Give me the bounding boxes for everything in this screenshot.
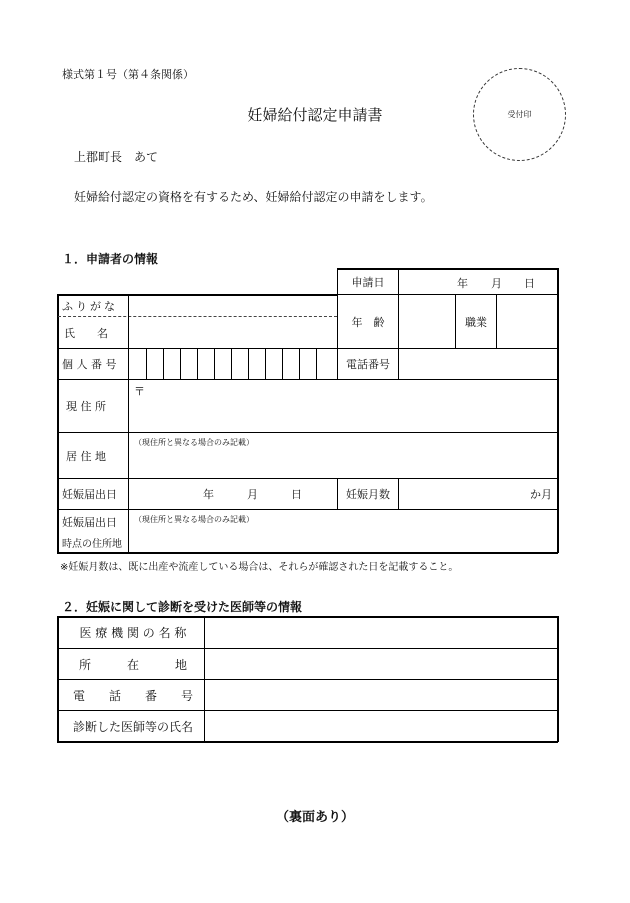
months-unit: か月 <box>530 488 552 501</box>
medical-institution-field[interactable] <box>205 617 557 648</box>
address-at-notice-field[interactable] <box>129 510 557 552</box>
address-label: 現 住 所 <box>66 400 106 413</box>
pregnancy-months-label: 妊娠月数 <box>346 488 390 501</box>
doctor-phone-label: 電 話 番 号 <box>72 688 193 703</box>
intro-text: 妊婦給付認定の資格を有するため、妊婦給付認定の申請をします。 <box>74 190 433 204</box>
back-side-note: （裏面あり） <box>275 810 354 825</box>
medical-institution-label: 医 療 機 関 の 名 称 <box>79 626 187 640</box>
address-at-notice-label-1: 妊娠届出日 <box>62 516 117 529</box>
application-date-field[interactable] <box>399 269 557 294</box>
name-field[interactable] <box>129 317 337 348</box>
furigana-field[interactable] <box>129 295 337 316</box>
addressee: 上郡町長 あて <box>74 150 159 164</box>
section1-heading: １．申請者の情報 <box>62 252 159 266</box>
postal-mark: 〒 <box>134 385 145 398</box>
age-field[interactable] <box>399 295 455 348</box>
date-month: 月 <box>491 277 502 290</box>
furigana-label: ふりがな <box>62 299 118 313</box>
date-day: 日 <box>524 277 535 290</box>
occupation-label: 職業 <box>465 315 487 329</box>
date-year: 年 <box>457 277 468 290</box>
preg-date-year: 年 <box>203 488 214 501</box>
doctor-name-field[interactable] <box>205 711 557 741</box>
section2-heading: ２．妊娠に関して診断を受けた医師等の情報 <box>62 600 303 614</box>
form-number: 様式第１号（第４条関係） <box>62 68 194 81</box>
footnote: ※妊娠月数は、既に出産や流産している場合は、それらが確認された日を記載すること。 <box>60 562 459 573</box>
personal-number-field[interactable] <box>129 349 337 379</box>
preg-date-month: 月 <box>247 488 258 501</box>
stamp-label: 受付印 <box>507 110 532 119</box>
address-field[interactable] <box>129 380 557 432</box>
phone-field[interactable] <box>399 349 557 379</box>
pregnancy-date-field[interactable] <box>129 479 337 509</box>
doctor-name-label: 診断した医師等の氏名 <box>72 719 193 734</box>
preg-date-day: 日 <box>291 488 302 501</box>
phone-label: 電話番号 <box>346 358 390 371</box>
location-label: 所 在 地 <box>78 657 187 672</box>
personal-number-label: 個 人 番 号 <box>62 358 117 371</box>
pregnancy-date-label: 妊娠届出日 <box>62 488 117 501</box>
address-at-notice-label-2: 時点の住所地 <box>62 539 122 550</box>
residence-note: （現住所と異なる場合のみ記載） <box>134 438 254 447</box>
age-label: 年 齢 <box>351 315 385 329</box>
location-field[interactable] <box>205 649 557 679</box>
occupation-field[interactable] <box>497 295 557 348</box>
residence-field[interactable] <box>129 433 557 478</box>
doctor-phone-field[interactable] <box>205 680 557 710</box>
address-at-notice-note: （現住所と異なる場合のみ記載） <box>134 515 254 524</box>
pregnancy-months-field[interactable] <box>399 479 557 509</box>
name-label: 氏 名 <box>64 326 108 340</box>
residence-label: 居 住 地 <box>66 449 106 463</box>
form-title: 妊婦給付認定申請書 <box>247 106 383 124</box>
application-date-label: 申請日 <box>351 275 385 289</box>
